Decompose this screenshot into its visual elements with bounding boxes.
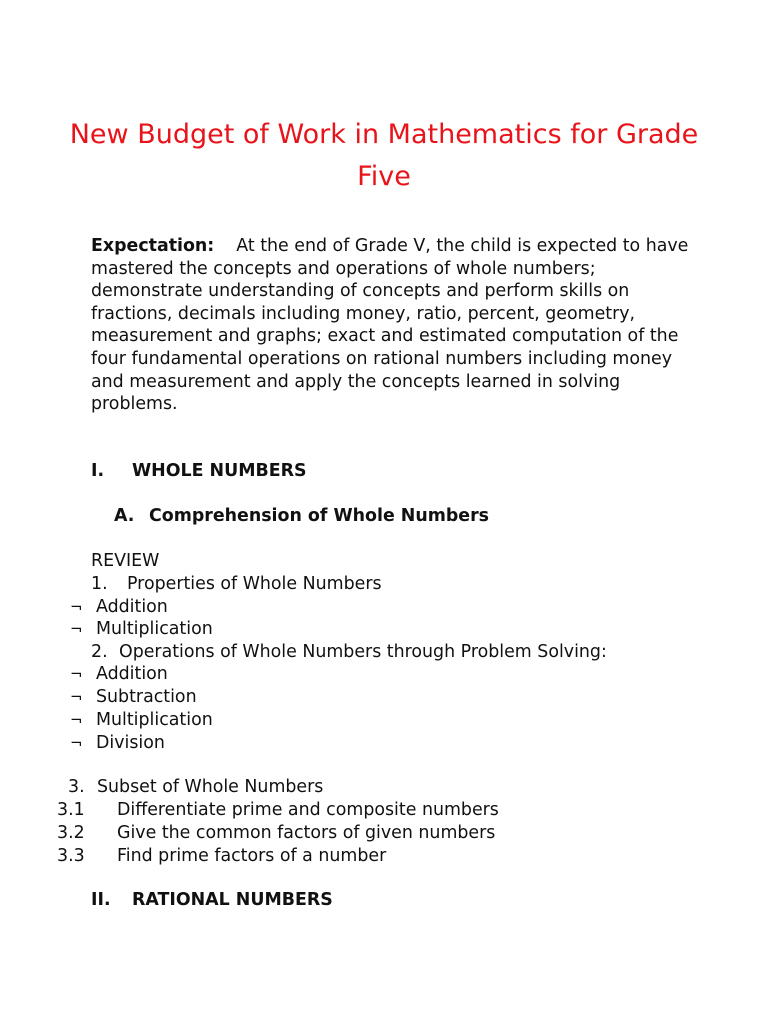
sub-list-item-number: 3.2 [57, 823, 85, 843]
subsection-a-letter: A. [114, 506, 135, 526]
list-item-2 [91, 641, 607, 663]
sub-list-item [57, 845, 386, 867]
list-item-3 [68, 776, 323, 798]
section-2-numeral: II. [91, 890, 111, 910]
list-item-2-label: Operations of Whole Numbers through Problem Solving: [119, 642, 607, 662]
section-1-title: WHOLE NUMBERS [132, 461, 307, 481]
bullet-item-label: Addition [96, 664, 168, 684]
bullet-item [70, 709, 213, 731]
list-item-3-number: 3. [68, 777, 85, 797]
list-item-1-number: 1. [91, 574, 108, 594]
bullet-item-label: Addition [96, 597, 168, 617]
sub-list-item-label: Find prime factors of a number [117, 846, 387, 866]
bullet-icon: ¬ [70, 711, 83, 729]
list-item-2-number: 2. [91, 642, 108, 662]
bullet-item [70, 732, 165, 754]
section-2-heading [91, 889, 333, 911]
document-title: New Budget of Work in Mathematics for Grade Five [69, 119, 699, 192]
bullet-item [70, 686, 197, 708]
section-1-numeral: I. [91, 461, 105, 481]
sub-list-item-number: 3.3 [57, 846, 85, 866]
expectation-text: At the end of Grade V, the child is expected to have mastered the concepts and operations of whole numbers; demonstrate understanding of concepts and perform skills on fractions, decimals including money, ratio, percent, geometry, measurement and graphs; exact and estimated computation of the four fundamental operations on rational numbers including money and measurement and apply the concepts learned in solving problems. [91, 236, 689, 415]
sub-list-item [57, 822, 495, 844]
bullet-icon: ¬ [70, 665, 83, 683]
list-item-3-label: Subset of Whole Numbers [97, 777, 324, 797]
expectation-paragraph [91, 235, 691, 416]
bullet-icon: ¬ [70, 734, 83, 752]
section-2-title: RATIONAL NUMBERS [132, 890, 333, 910]
list-item-1 [91, 573, 382, 595]
bullet-item [70, 618, 213, 640]
review-label: REVIEW [91, 551, 160, 571]
sub-list-item-label: Give the common factors of given numbers [117, 823, 496, 843]
bullet-item-label: Subtraction [96, 687, 197, 707]
bullet-item [70, 596, 168, 618]
sub-list-item-number: 3.1 [57, 800, 85, 820]
subsection-a-heading [114, 505, 489, 527]
bullet-item-label: Division [96, 733, 165, 753]
sub-list-item-label: Differentiate prime and composite numbers [117, 800, 499, 820]
sub-list-item [57, 799, 499, 821]
bullet-icon: ¬ [70, 620, 83, 638]
expectation-label: Expectation: [91, 236, 215, 256]
list-item-1-label: Properties of Whole Numbers [127, 574, 382, 594]
bullet-item [70, 663, 168, 685]
bullet-icon: ¬ [70, 688, 83, 706]
bullet-item-label: Multiplication [96, 710, 213, 730]
section-1-heading [91, 460, 307, 482]
bullet-item-label: Multiplication [96, 619, 213, 639]
subsection-a-title: Comprehension of Whole Numbers [149, 506, 490, 526]
bullet-icon: ¬ [70, 598, 83, 616]
